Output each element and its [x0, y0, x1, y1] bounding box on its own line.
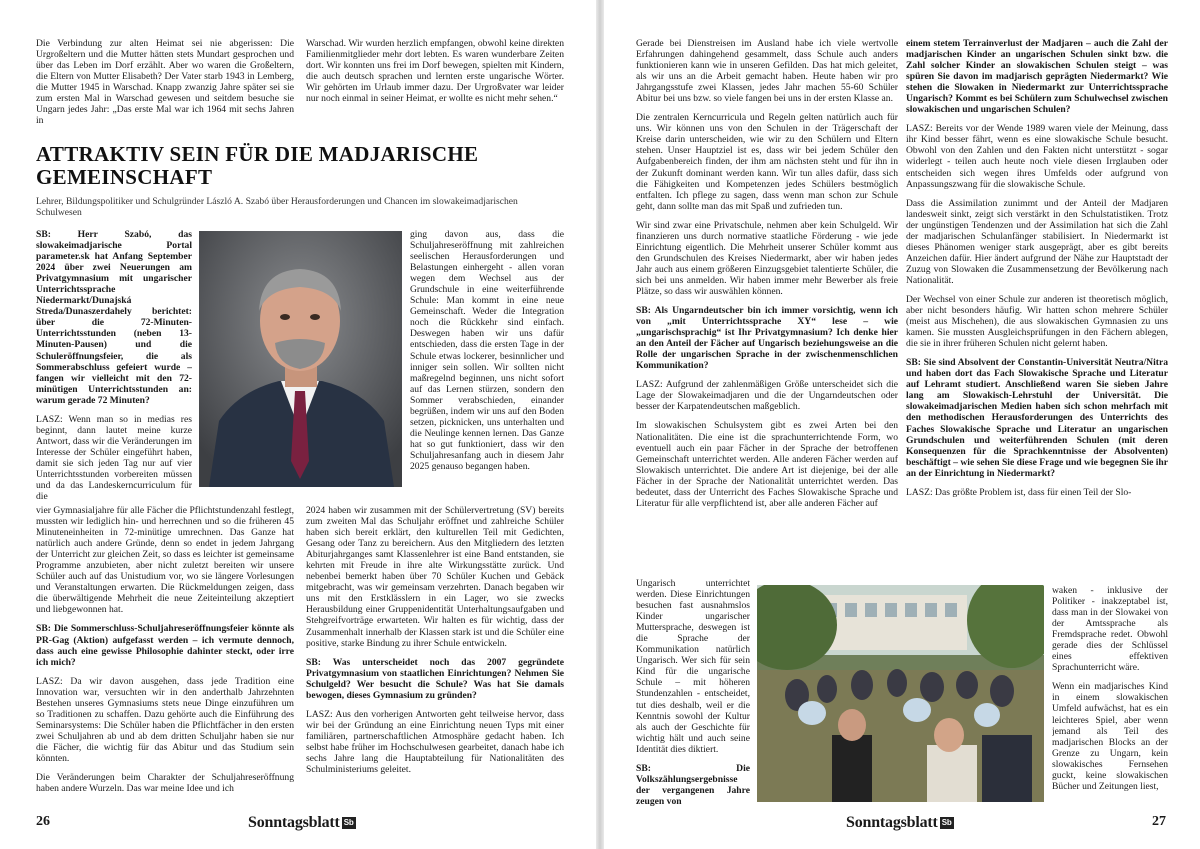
picnic-photo [757, 585, 1044, 802]
paragraph-school-system: Im slowakischen Schulsystem gibt es zwei Arten bei den Nationalitäten. Die eine ist die sprachunterrichtende Form, wo eventuell auch ein paar Fächer in der Sprache der betroffenen Gemeinschaft unterrichtet werden. Alle anderen Fächer werden auf Slowakisch unterrichtet. Die andere Art ist diejenige, bei der alle Fächer in der Sprache der Nationalität unterrichtet werden. Das bedeutet, dass der Unterricht des Faches Slowakische Sprache und Literatur für alle verpflichtend ist, aber alle anderen Fächer auf [636, 420, 898, 509]
right-column-1-narrow [636, 578, 750, 813]
answer-2: LASZ: Da wir davon ausgehen, dass jede Tradition eine Innovation war, versuchten wir in den anderthalb Jahrzehnten Bestehen unseres Gymnasiums stets neue Dinge einzuführen um so Traditionen zu schaffen. Dazu gehörte auch die Einführung des Seminarsystems: Die Schüler haben die Pflichtfächer in den ersten zwei Schuljahren ab und ab dem dritten Schuljahr haben sie nur die Fächer, die wichtig für das Abitur und das Studium sein könnten. [36, 675, 294, 764]
question-3: SB: Was unterscheidet noch das 2007 gegründete Privatgymnasium von staatlichen Einrichtungen? Nehmen Sie Schulgeld? Wer besucht die Schule? Was hat Sie damals bewogen, dieses Gymnasium zu gründen? [306, 656, 564, 701]
headline-line-1: ATTRAKTIV SEIN FÜR DIE MADJARISCHE [36, 142, 479, 166]
right-column-1 [636, 38, 898, 578]
sb-logo-icon: Sb [940, 817, 954, 829]
paragraph-experience: Gerade bei Dienstreisen im Ausland habe ich viele wertvolle Erfahrungen dahingehend gesammelt, dass Schule auch anders funktionieren kann wie in unseren Gefilden. Das hat mich geleitet, als wir uns an die Arbeit gemacht haben. Heute haben wir pro Jahrgangsstufe zwei Klassen, jedes Jahr machen 55-60 Schüler Abitur bei uns bzw. so viele fangen bei uns in der ersten Klasse an. [636, 38, 898, 105]
picnic-illustration [757, 585, 1044, 802]
question-4: SB: Als Ungarndeutscher bin ich immer vorsichtig, wenn ich von „mit Unterrichtssprache XY“ lese – wie „ungarischsprachig“ ist Ihr Privatgymnasium? Ich denke hier an den Anteil der Fächer auf Ungarisch beziehungsweise an die Rolle der ungarischen Sprache in der zwischenmenschlichen Kommunikation? [636, 305, 898, 372]
article-subline: Lehrer, Bildungspolitiker und Schulgründer László A. Szabó über Herausforderungen und Chancen im slowakeimadjarischen Schulwesen [36, 196, 518, 218]
question-5-start: SB: Die Volkszählungsergebnisse der vergangenen Jahre zeugen von [636, 762, 750, 807]
answer-2-continued: Die Veränderungen beim Charakter der Schuljahreseröffnung haben andere Wurzeln. Das war meine Idee und ich [36, 772, 294, 795]
answer-4: LASZ: Aufgrund der zahlenmäßigen Größe unterscheidet sich die Lage der Slowakeimadjaren und die der Ungarndeutschen oder besser der Karpatendeutschen maßgeblich. [636, 379, 898, 413]
sb-logo-icon: Sb [342, 817, 356, 829]
answer-3: LASZ: Aus den vorherigen Antworten geht teilweise hervor, dass wir bei der Gründung an eine Einrichtung neuen Typs mit einer familiären, partnerschaftlichen Atmosphäre gedacht haben. Ich selbst habe früher im Hochschulwesen gearbeitet, danach habe ich sechs Jahre lang die Hauptabteilung für Nationalitäten des Schulministeriums geleitet. [306, 708, 564, 776]
left-page [0, 0, 596, 849]
answer-6-start: LASZ: Das größte Problem ist, dass für einen Teil der Slo- [906, 486, 1132, 498]
question-2: SB: Die Sommerschluss-Schuljahreseröffnungsfeier könnte als PR-Gag (Aktion) aufgefasst werden – ich vermute dennoch, dass auch eine gewisse Philosophie dahinter steckt, oder irre ich mich? [36, 623, 294, 668]
article-headline [36, 143, 556, 189]
magazine-name: Sonntagsblatt [248, 814, 340, 831]
answer-1-start: LASZ: Wenn man so in medias res beginnt, dann lautet meine kurze Antwort, dass wir die Veränderungen im Interesse der Schüler eingeführt haben, damit sie sich jeden Tag nur auf vier Unterrichtsstunden vorbereiten müssen und da das Landeskerncurriculum für die [36, 413, 192, 503]
headline-line-2: GEMEINSCHAFT [36, 165, 213, 189]
masthead-left [248, 814, 356, 832]
page-number-left: 26 [36, 814, 50, 829]
right-column-2-narrow [1052, 585, 1168, 813]
page-gutter [596, 0, 604, 849]
paragraph-assimilation: Dass die Assimilation zunimmt und der Anteil der Madjaren landesweit sinkt, zeigt sich verstärkt in den Schulstatistiken. Trotz der ungünstigen Tendenzen und der Assimilation hat sich die Zahl der madjarischen Schulanfänger stabilisiert. In Niedermarkt ist dieses Phänomen weniger stark ausgeprägt, aber es gibt bereits Anzeichen dafür. Hier ändert aufgrund der Nähe zur Hauptstadt der Zuzug von Slowaken die Zusammensetzung der Bevölkerung nach Nationalität. [906, 197, 1168, 286]
right-column-2 [906, 38, 1168, 583]
intro-paragraph-1: Die Verbindung zur alten Heimat sei nie abgerissen: Die Urgroßeltern und die Mutter hätten stets Mundart gesprochen und über das Leben im Dorf erzählt. Aber wo waren die Großeltern, die Eltern von Mutter Elisabeth? Der Vater starb 1943 in Lemberg, die Mutter 1945 in Warschad. Knapp zwanzig Jahre später sei sie zum ersten Mal in Warschad gewesen und seitdem besuche sie Ungarn jedes Jahr: „Das erste Mal war ich 1964 mit sechs Jahren in [36, 38, 294, 127]
masthead-right [846, 814, 954, 832]
intro-column-2 [306, 38, 564, 130]
paragraph-hungarian-schools: Ungarisch unterrichtet werden. Diese Einrichtungen besuchen fast ausnahmslos Kinder ungarischer Muttersprache, deswegen ist die Sprache der Kommunikation natürlich Ungarisch. Wer sich für sein Kind für die ungarische Schule – mit höheren Stundenzahlen - entscheidet, tut dies deshalb, weil er die Kenntnis sowohl der Kultur als auch der Geschichte für wichtig hält und auch seine Identität dies diktiert. [636, 578, 750, 755]
answer-1-continued: vier Gymnasialjahre für alle Fächer die Pflichtstundenzahl festlegt, mussten wir lediglich hin- und herrechnen und so die früheren 45 Minuteneinheiten in 72-minütige umrechnen. Das Ganze hat natürlich auch andere Gründe, denn so endet in jedem Jahrgang der Unterricht zur gleichen Zeit, so dass es leichter ist gemeinsame Programme anzubieten, aber nicht zuletzt bereiten wir unsere Schüler auch auf das Unistudium vor, wo sie längere Vorlesungen und Veranstaltungen erwarten. Die Rückmeldungen zeigen, dass die überwältigende Mehrheit die neue Zeiteinteilung akzeptiert und liebgewonnen hat. [36, 505, 294, 616]
column-1-bottom [36, 505, 294, 810]
paragraph-curricula: Die zentralen Kerncurricula und Regeln gelten natürlich auch für uns. Wir können uns von den Schulen in der Trägerschaft der Kreise darin unterscheiden, wie wir zu den Schülern und Eltern stehen. Unser Hauptziel ist es, dass wir bei jedem Schüler den Aufgabenbereich finden, der ihm am nächsten steht und für ihn in der Zukunft dominant werden kann. Wir tun alles dafür, dass sich die Fähigkeiten und Kompetenzen jedes Schülers bestmöglich entfalten. Ich pflege zu sagen, dass wenn man schon zur Schule geht, dann sollte man das mit Spaß und zufrieden tun. [636, 112, 898, 212]
magazine-name: Sonntagsblatt [846, 814, 938, 831]
question-5-continued: einem stetem Terrainverlust der Madjaren – auch die Zahl der madjarischen Kinder an ungarischen Schulen sinkt bzw. die Zahl solcher Kinder an slowakischen Schulen steigt – was spüren Sie davon im madjarisch geprägten Niedermarkt? Wie stehen die Slowaken in Niedermarkt zur Unterrichtssprache Ungarisch? Kommt es bei Schülern zum Schulwechsel zwischen slowakischen und ungarischen Schulen? [906, 38, 1168, 116]
column-2-bottom [306, 505, 564, 810]
answer-5: LASZ: Bereits vor der Wende 1989 waren viele der Meinung, dass ihr Kind besser fährt, wenn es eine slowakische Schule besucht. Obwohl von den Zahlen und den Fakten nicht unterstützt - sogar widerlegt - teilen auch heute noch viele diesen Irrglauben oder entscheiden sich wegen ihres Umfelds oder aufgrund von Anpassungszwang für die slowakische Schule. [906, 123, 1168, 190]
portrait-photo [199, 231, 402, 487]
answer-6-continued: waken - inklusive der Politiker - inakzeptabel ist, dass man in der Slowakei von der Amtssprache als Fremdsprache redet. Obwohl gerade dies der Schlüssel eines effektiven Sprachunterricht wäre. [1052, 585, 1168, 674]
paragraph-language-block: Wenn ein madjarisches Kind in einem slowakischen Umfeld aufwächst, hat es ein leichteres Spiel, aber wenn jemand als Teil des madjarischen Blocks an der Grenze zu Ungarn, kein slowakisches Fernsehen guckt, keine slowakischen Bücher und Zeitungen liest, [1052, 681, 1168, 792]
paragraph-school-change: Der Wechsel von einer Schule zur anderen ist theoretisch möglich, aber nicht besonders häufig. Wir hatten schon mehrere Schüler (meist aus Mischehen), die aus slowakischen Gymnasien zu uns kamen. Sie mussten Ausgleichsprüfungen in den Fächern ablegen, die sie in ihrer früheren Schulen nicht gelernt haben. [906, 293, 1168, 350]
intro-paragraph-2: Warschad. Wir wurden herzlich empfangen, obwohl keine direkten Familienmitglieder mehr dort lebten. Es waren wunderbare Zeiten dort. Wir konnten uns frei im Dorf bewegen, spielten mit Kindern, die auch deutsch sprachen und lernten erste ungarische Wörter. Wir gehörten im Urlaub immer dazu. Der Urgroßvater war leider nur noch einmal in seiner Heimat, er wollte es nicht mehr sehen.“ [306, 38, 564, 105]
paragraph-2024: 2024 haben wir zusammen mit der Schülervertretung (SV) bereits zum zweiten Mal das Schuljahr eröffnet und zahlreiche Schüler haben sich bereit erklärt, den kulturellen Teil mit Gedichten, Gesang oder Tanz zu bereichern. Aus den Mitgliedern des letzten Abiturjahrganges samt Klassenlehrer ist eine Band entstanden, sie kehrten mit Freude in ihre alte Wirkungsstätte zurück. Und nebenbei bemerkt haben über 70 Schüler Kuchen und Gebäck mitgebracht, was wir gemeinsam verzehrten. Danach begaben wir uns mit den Erstklässlern in ein Lager, wo sie zwecks Herausbildung einer Gruppenidentität Unterhaltungsaufgaben und Stehgreifvorträge erwarteten. Wir halten es für wichtig, dass der Zusammenhalt innerhalb der Klassen stark ist und die Schüler eine positive, starke Bindung zu ihrer Schule entwickeln. [306, 505, 564, 649]
column-2-top [410, 229, 564, 499]
intro-column-1 [36, 38, 294, 130]
question-1: SB: Herr Szabó, das slowakeimadjarische Portal parameter.sk hat Anfang September 2024 über zwei Neuerungen am Privatgymnasium mit ungarischer Unterrichtssprache Niedermarkt/Dunajská Streda/Dunaszerdahely berichtet: über die 72-Minuten-Unterrichtsstunden (neben 13-Minuten-Pausen) und die Schuleröffnungsfeier, die als Sommerabschluss gefeiert wurde – fangen wir vielleicht mit den 72-minütigen Unterrichtsstunden an: warum gerade 72 Minuten? [36, 229, 192, 406]
answer-2-more: ging davon aus, dass die Schuljahreseröffnung mit zahlreichen seelischen Herausforderungen und Belastungen einhergeht - allen voran wegen dem Wechsel aus der Grundschule in eine weiterführende Schule: Man kommt in eine neue Gemeinschaft. Weder die Integration noch die Rückkehr sind einfach. Deswegen haben wir uns dafür entschieden, dass die ersten Tage in der Schule etwas lockerer, besinnlicher und inniger sein sollen. Wir sollten nicht maßregelnd beginnen, uns nicht sofort auf das Lernen stürzen, sondern den Sommer verabschieden, einander begrüßen, indem wir uns auf den Boden setzen, picknicken, uns unterhalten und die Neulinge kennen lernen. Das Ganze hat so gut funktioniert, dass wir den Schuljahresanfang auch in diesem Jahr 2025 genauso begangen haben. [410, 229, 564, 472]
question-6: SB: Sie sind Absolvent der Constantin-Universität Neutra/Nitra und haben dort das Fach Slowakische Sprache und Literatur auf Lehramt studiert. Anschließend waren Sie sieben Jahre lang am Slowakisch-Lehrstuhl der Universität. Die slowakeimadjarischen Medien haben sich schon mehrfach mit den methodischen Herausforderungen des Unterrichts des Faches Slowakische Sprache und Literatur an ungarischen Grundschulen und weiterführenden Schulen (mit deren Konsequenzen für die Sprachkenntnisse der Absolventen) beschäftigt – wie sehen Sie diese Frage und wie begegnen Sie ihr an der Einrichtung in Niedermarkt? [906, 357, 1168, 479]
portrait-illustration [199, 231, 402, 487]
column-1-top [36, 229, 192, 504]
paragraph-funding: Wir sind zwar eine Privatschule, nehmen aber kein Schulgeld. Wir finanzieren uns durch normative staatliche Förderung - wie jede Einrichtung eigentlich. Die Mehrheit unserer Schüler kommt aus den Grundschulen des Kreises Niedermarkt, aber wir haben jedes Jahr auch aus einem größeren Einzugsgebiet talentierte Schüler, die sich bei uns anmelden. Wir haben immer mehr Bewerber als freie Plätze, so dass wir auswählen können. [636, 219, 898, 297]
page-number-right: 27 [1152, 814, 1166, 829]
